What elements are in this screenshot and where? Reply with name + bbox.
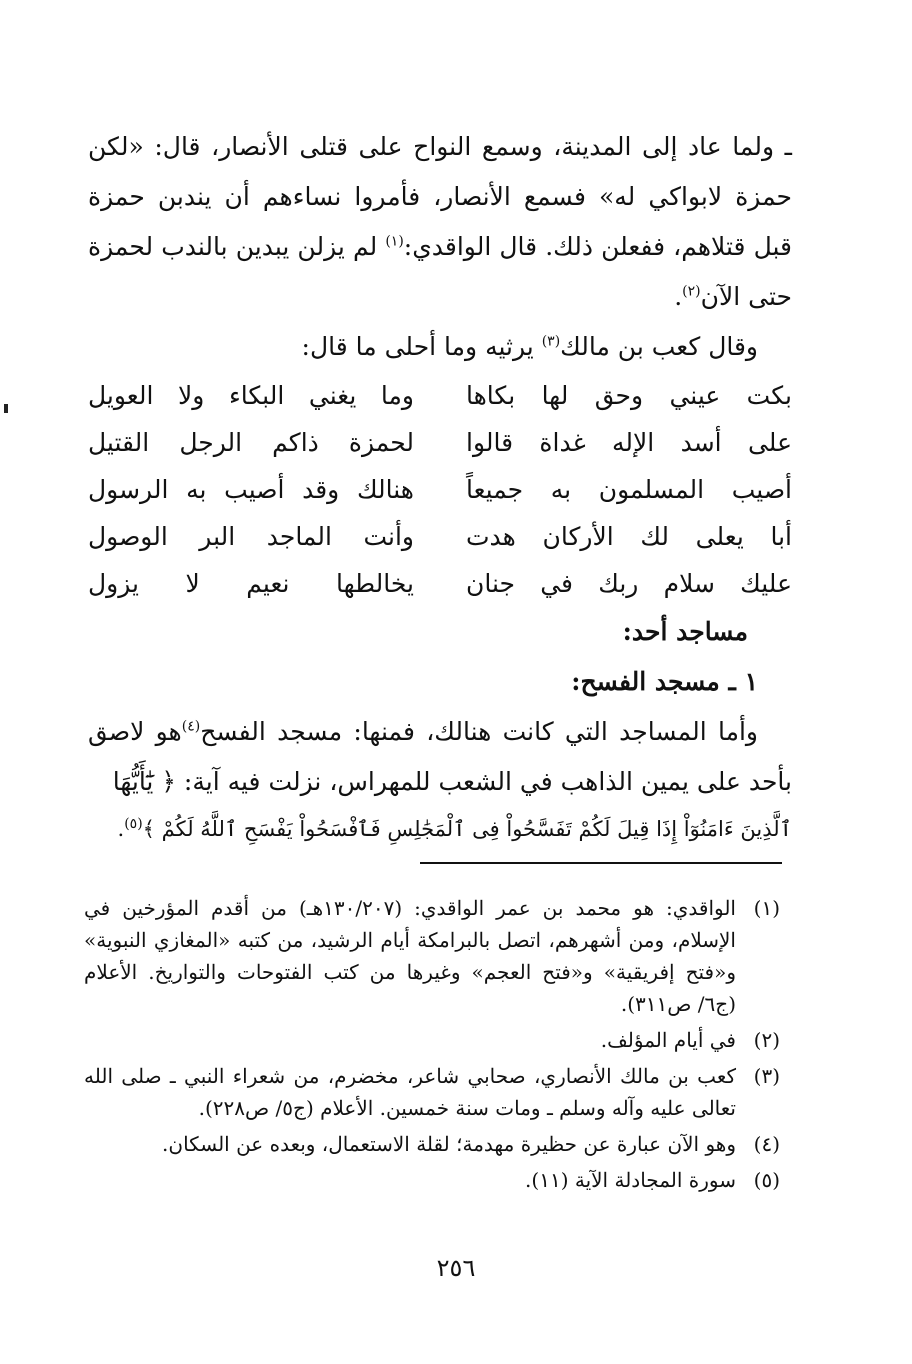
poem-verse xyxy=(88,513,792,560)
footnote-text: الواقدي: هو محمد بن عمر الواقدي: (١٣٠/٢٠٧هـ) من أقدم المؤرخين في الإسلام، ومن أشهرهم، اتصل بالبرامكة أيام الرشيد، من كتبه «المغازي النبوية» و«فتح إفريقية» و«فتح العجم» وغيرها من كتب الفتوحات والتواريخ. الأعلام (ج٦/ ص٣١١). xyxy=(84,896,737,1016)
footnote xyxy=(84,1060,780,1124)
quran-verse xyxy=(88,807,792,851)
footnote-number: (٣) xyxy=(753,1064,780,1088)
poem-verse xyxy=(88,560,792,607)
verse-second-hemistich: يخالطها نعيم لا يزول xyxy=(88,569,414,598)
footnotes xyxy=(84,892,780,1200)
verse-second-hemistich: وأنت الماجد البر الوصول xyxy=(88,522,414,551)
poem-verse xyxy=(88,419,792,466)
quran-end: . xyxy=(117,817,125,841)
verse-first-hemistich: عليك سلام ربك في جنان xyxy=(466,569,792,598)
footnote xyxy=(84,1024,780,1056)
margin-mark xyxy=(4,404,8,413)
p1-text: ـ ولما عاد إلى المدينة، وسمع النواح على قتلى الأنصار، قال: «لكن حمزة لابواكي له» فسمع الأنصار، فأمروا نساءهم أن يندبن حمزة قبل قتلاهم، ففعلن ذلك. قال الواقدي: xyxy=(88,132,793,261)
main-text xyxy=(88,122,792,851)
paragraph-3 xyxy=(88,707,792,807)
paragraph-2 xyxy=(88,322,792,372)
verse-first-hemistich: أبا يعلى لك الأركان هدت xyxy=(466,522,792,551)
footnote-number: (٤) xyxy=(753,1132,780,1156)
verse-first-hemistich: على أسد الإله غداة قالوا xyxy=(466,428,792,457)
poem xyxy=(88,372,792,607)
footnote-ref-2: (٢) xyxy=(682,283,701,300)
section-heading: مساجد أحد: xyxy=(622,617,748,646)
footnote-ref-1: (١) xyxy=(385,233,404,250)
subsection-heading: ١ ـ مسجد الفسح: xyxy=(571,667,758,696)
footnote-text: في أيام المؤلف. xyxy=(600,1028,736,1052)
footnote-ref-3: (٣) xyxy=(541,333,561,350)
footnote-ref-4: (٤) xyxy=(181,718,201,735)
verse-second-hemistich: وما يغني البكاء ولا العويل xyxy=(88,381,414,410)
footnote-ref-5: (٥) xyxy=(124,816,143,832)
p3-text-b: هو لاصق بأحد على يمين الذاهب في الشعب للمهراس، نزلت فيه آية: ﴿ يَٰٓأَيُّهَا xyxy=(88,717,792,796)
verse-second-hemistich: لحمزة ذاكم الرجل القتيل xyxy=(88,428,414,457)
verse-second-hemistich: هنالك وقد أصيب به الرسول xyxy=(88,475,414,504)
footnote-text: وهو الآن عبارة عن حظيرة مهدمة؛ لقلة الاستعمال، وبعده عن السكان. xyxy=(162,1132,736,1156)
verse-first-hemistich: بكت عيني وحق لها بكاها xyxy=(466,381,792,410)
footnote-number: (١) xyxy=(753,896,780,920)
p1-text-b: لم يزلن يبدين بالندب لحمزة حتى الآن xyxy=(88,232,792,311)
footnote-number: (٢) xyxy=(753,1028,780,1052)
quran-text: ٱلَّذِينَ ءَامَنُوٓاْ إِذَا قِيلَ لَكُمْ تَفَسَّحُواْ فِى ٱلْمَجَٰلِسِ فَٱفْسَحُواْ يَفْسَحِ ٱللَّهُ لَكُمْ ﴾ xyxy=(142,817,792,841)
p2-text: وقال كعب بن مالك xyxy=(560,332,758,361)
verse-first-hemistich: أصيب المسلمون به جميعاً xyxy=(466,475,792,504)
footnote xyxy=(84,892,780,1020)
footnote-text: سورة المجادلة الآية (١١). xyxy=(525,1168,736,1192)
poem-verse xyxy=(88,466,792,513)
footnote xyxy=(84,1164,780,1196)
footnote-text: كعب بن مالك الأنصاري، صحابي شاعر، مخضرم، من شعراء النبي ـ صلى الله تعالى عليه وآله وسلم ـ ومات سنة خمسين. الأعلام (ج٥/ ص٢٢٨). xyxy=(84,1064,736,1120)
p1-end: . xyxy=(674,282,683,311)
footnote-separator xyxy=(420,862,782,864)
p2-text-b: يرثيه وما أحلى ما قال: xyxy=(301,332,542,361)
poem-verse xyxy=(88,372,792,419)
page-number: ٢٥٦ xyxy=(436,1254,476,1282)
paragraph-1 xyxy=(88,122,792,322)
footnote-number: (٥) xyxy=(753,1168,780,1192)
p3-text: وأما المساجد التي كانت هنالك، فمنها: مسجد الفسح xyxy=(200,717,758,746)
footnote xyxy=(84,1128,780,1160)
